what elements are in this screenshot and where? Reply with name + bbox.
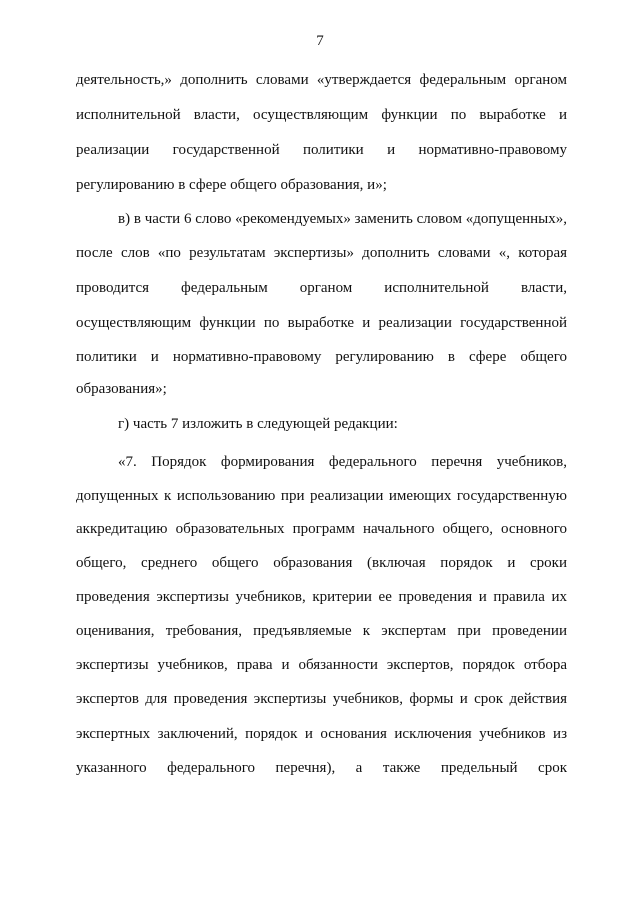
text-line-16: проведения экспертизы учебников, критерии ее проведения и правила их <box>76 589 567 605</box>
text-line-6: после слов «по результатам экспертизы» дополнить словами «, которая <box>76 245 567 261</box>
text-line-14: аккредитацию образовательных программ начального общего, основного <box>76 521 567 537</box>
text-line-9: политики и нормативно-правовому регулированию в сфере общего <box>76 349 567 365</box>
text-line-5: в) в части 6 слово «рекомендуемых» заменить словом «допущенных», <box>118 211 567 227</box>
text-line-2: исполнительной власти, осуществляющим функции по выработке и <box>76 107 567 123</box>
text-line-19: экспертов для проведения экспертизы учебников, формы и срок действия <box>76 691 567 707</box>
text-line-20: экспертных заключений, порядок и основания исключения учебников из <box>76 726 567 742</box>
text-line-4: регулированию в сфере общего образования, и»; <box>76 177 387 193</box>
text-line-15: общего, среднего общего образования (включая порядок и сроки <box>76 555 567 571</box>
text-line-7: проводится федеральным органом исполнительной власти, <box>76 280 567 296</box>
text-line-18: экспертизы учебников, права и обязанности экспертов, порядок отбора <box>76 657 567 673</box>
text-line-17: оценивания, требования, предъявляемые к экспертам при проведении <box>76 623 567 639</box>
text-line-1: деятельность,» дополнить словами «утверждается федеральным органом <box>76 72 567 88</box>
text-line-8: осуществляющим функции по выработке и реализации государственной <box>76 315 567 331</box>
text-line-3: реализации государственной политики и нормативно-правовому <box>76 142 567 158</box>
text-line-21: указанного федерального перечня), а также предельный срок <box>76 760 567 776</box>
page-number: 7 <box>316 33 324 49</box>
text-line-13: допущенных к использованию при реализации имеющих государственную <box>76 488 567 504</box>
text-line-10: образования»; <box>76 381 167 397</box>
text-line-12: «7. Порядок формирования федерального перечня учебников, <box>118 454 567 470</box>
text-line-11: г) часть 7 изложить в следующей редакции: <box>118 416 398 432</box>
